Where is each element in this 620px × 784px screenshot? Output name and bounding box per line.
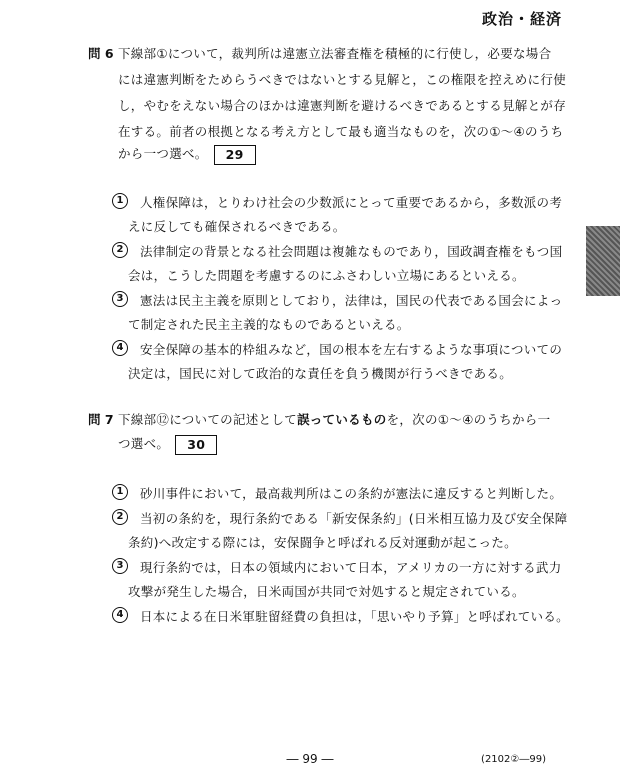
q7-option-2-number: 2	[112, 509, 128, 525]
q7-option-3-line-1: 現行条約では，日本の領域内において日本，アメリカの一方に対する武力	[140, 560, 562, 575]
q6-option-3-number: 3	[112, 291, 128, 307]
q6-line-3: し，やむをえない場合のほかは違憲判断を避けるべきであるとする見解とが存	[118, 98, 567, 113]
q6-option-2-line-2: 会は，こうした問題を考慮するのにふさわしい立場にあるといえる。	[128, 268, 525, 283]
q7-label: 問 7	[88, 412, 114, 427]
q7-line-1	[118, 410, 550, 428]
exam-code: (2102②―99)	[481, 754, 546, 765]
q6-line-4: 在する。前者の根拠となる考え方として最も適当なものを，次の①～④のうち	[118, 124, 564, 139]
q6-label: 問 6	[88, 46, 114, 61]
section-index-tab	[586, 226, 620, 296]
q7-option-3-number: 3	[112, 558, 128, 574]
q7-answer-box: 30	[175, 435, 217, 455]
q6-option-3-line-1: 憲法は民主主義を原則としており，法律は，国民の代表である国会によっ	[140, 293, 563, 308]
q7-option-4-number: 4	[112, 607, 128, 623]
q7-option-2-line-1: 当初の条約を，現行条約である「新安保条約」(日米相互協力及び安全保障	[140, 511, 568, 526]
q6-option-3-line-2: て制定された民主主義的なものであるといえる。	[128, 317, 410, 332]
q6-option-4-line-1: 安全保障の基本的枠組みなど，国の根本を左右するような事項についての	[140, 342, 563, 357]
q6-option-1-line-2: えに反しても確保されるべきである。	[128, 219, 346, 234]
q7-line-2	[118, 434, 217, 455]
q7-option-4-line-1: 日本による在日米軍駐留経費の負担は，「思いやり予算」と呼ばれている。	[140, 609, 569, 624]
q6-option-2-number: 2	[112, 242, 128, 258]
q6-line-1: 下線部①について，裁判所は違憲立法審査権を積極的に行使し，必要な場合	[118, 46, 552, 61]
q7-option-3-line-2: 攻撃が発生した場合，日米両国が共同で対処すると規定されている。	[128, 584, 525, 599]
q6-option-4-number: 4	[112, 340, 128, 356]
page-number: ― 99 ―	[286, 752, 334, 766]
q6-option-1-number: 1	[112, 193, 128, 209]
q6-line-5	[118, 144, 256, 165]
q6-answer-box: 29	[214, 145, 256, 165]
q7-line-2-text: つ選べ。	[118, 436, 170, 451]
q6-line-2: には違憲判断をためらうべきではないとする見解と，この権限を控えめに行使	[118, 72, 567, 87]
subject-header: 政治・経済	[481, 10, 562, 28]
q7-emphasis: 誤っているもの	[296, 412, 387, 427]
q7-line-1-pre: 下線部⑫についての記述として	[118, 412, 297, 427]
q6-option-4-line-2: 決定は，国民に対して政治的な責任を負う機関が行うべきである。	[128, 366, 513, 381]
q7-option-1-line-1: 砂川事件において，最高裁判所はこの条約が憲法に違反すると判断した。	[140, 486, 563, 501]
q6-line-5-text: から一つ選べ。	[118, 146, 208, 161]
q6-option-1-line-1: 人権保障は，とりわけ社会の少数派にとって重要であるから，多数派の考	[140, 195, 563, 210]
q7-line-1-post: を，次の①～④のうちから一	[386, 412, 551, 427]
q7-option-1-number: 1	[112, 484, 128, 500]
q7-option-2-line-2: 条約)へ改定する際には，安保闘争と呼ばれる反対運動が起こった。	[128, 535, 517, 550]
q6-option-2-line-1: 法律制定の背景となる社会問題は複雑なものであり，国政調査権をもつ国	[140, 244, 563, 259]
